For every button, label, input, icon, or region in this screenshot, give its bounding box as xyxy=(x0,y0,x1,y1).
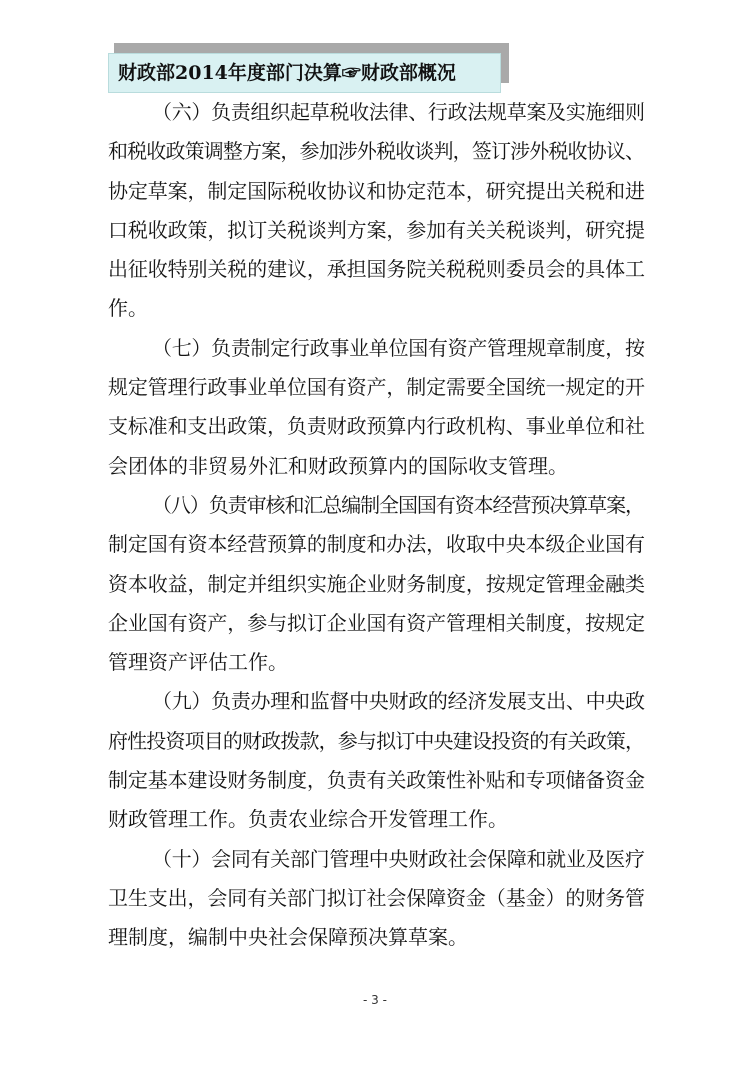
paragraph-8 xyxy=(108,486,645,682)
text-line: （六）负责组织起草税收法律、行政法规草案及实施细则 xyxy=(152,100,645,124)
paragraph-10 xyxy=(108,840,645,958)
text-line: 和税收政策调整方案，参加涉外税收谈判，签订涉外税收协议、 xyxy=(108,139,645,164)
text-line: 理制度，编制中央社会保障预决算草案。 xyxy=(108,925,468,950)
paragraph-7 xyxy=(108,329,645,486)
text-line: 卫生支出，会同有关部门拟订社会保障资金（基金）的财务管 xyxy=(108,885,645,910)
text-line: 口税收政策，拟订关税谈判方案，参加有关关税谈判，研究提 xyxy=(108,217,645,242)
text-line: 制定国有资本经营预算的制度和办法，收取中央本级企业国有 xyxy=(108,532,645,557)
text-line: 府性投资项目的财政拨款，参与拟订中央建设投资的有关政策， xyxy=(108,728,645,753)
text-line: 财政管理工作。负责农业综合开发管理工作。 xyxy=(108,807,508,832)
header-banner xyxy=(108,53,501,93)
document-body xyxy=(108,93,645,958)
text-line: （八）负责审核和汇总编制全国国有资本经营预决算草案， xyxy=(152,492,644,517)
text-line: 协定草案，制定国际税收协议和协定范本，研究提出关税和进 xyxy=(108,178,645,203)
text-line: 管理资产评估工作。 xyxy=(108,650,288,675)
paragraph-9 xyxy=(108,682,645,839)
text-line: 制定基本建设财务制度，负责有关政策性补贴和专项储备资金 xyxy=(108,768,645,793)
text-line: 资本收益，制定并组织实施企业财务制度，按规定管理金融类 xyxy=(108,571,645,596)
paragraph-6 xyxy=(108,93,645,329)
page-number: - 3 - xyxy=(363,993,387,1007)
text-line: 企业国有资产，参与拟订企业国有资产管理相关制度，按规定 xyxy=(108,610,645,635)
text-line: 作。 xyxy=(108,296,148,321)
text-line: 支标准和支出政策，负责财政预算内行政机构、事业单位和社 xyxy=(108,414,645,439)
text-line: 会团体的非贸易外汇和财政预算内的国际收支管理。 xyxy=(108,453,568,478)
text-line: （九）负责办理和监督中央财政的经济发展支出、中央政 xyxy=(152,689,645,714)
header-title: 财政部2014年度部门决算☞财政部概况 xyxy=(118,62,456,84)
text-line: 规定管理行政事业单位国有资产，制定需要全国统一规定的开 xyxy=(108,375,645,400)
text-line: （七）负责制定行政事业单位国有资产管理规章制度，按 xyxy=(152,335,645,360)
text-line: （十）会同有关部门管理中央财政社会保障和就业及医疗 xyxy=(152,846,645,871)
text-line: 出征收特别关税的建议，承担国务院关税税则委员会的具体工 xyxy=(108,257,645,282)
